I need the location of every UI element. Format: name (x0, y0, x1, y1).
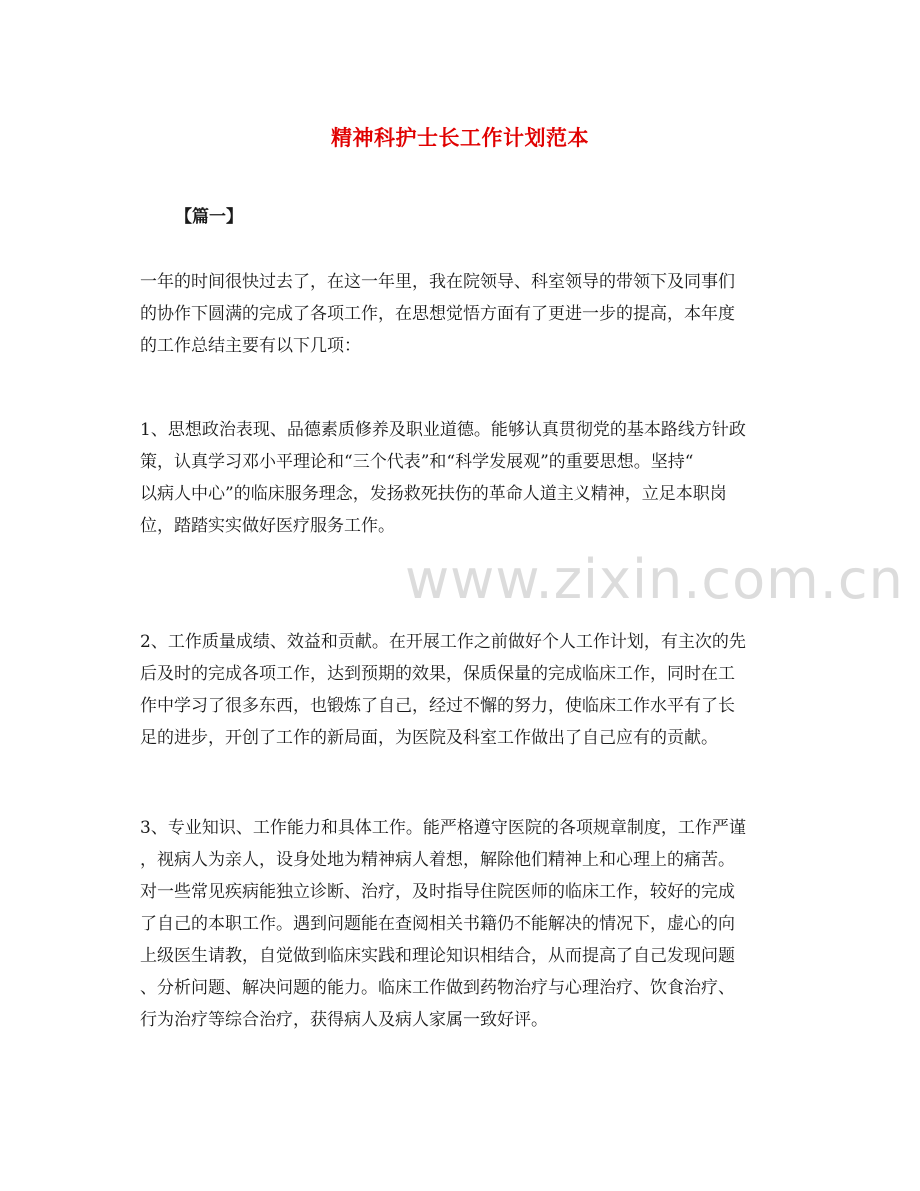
document-title: 精神科护士长工作计划范本 (331, 125, 589, 150)
paragraph-line: 以病人中心”的临床服务理念，发扬救死扶伤的革命人道主义精神，立足本职岗 (140, 484, 727, 504)
paragraph-line: 3、专业知识、工作能力和具体工作。能严格遵守医院的各项规章制度，工作严谨 (140, 818, 746, 838)
paragraph-line: 一年的时间很快过去了，在这一年里，我在院领导、科室领导的带领下及同事们 (140, 272, 735, 292)
paragraph-line: 策，认真学习邓小平理论和“三个代表”和“科学发展观”的重要思想。坚持“ (140, 452, 694, 472)
section-label: 【篇一】 (175, 207, 243, 227)
paragraph-item-2 (140, 626, 780, 754)
paragraph-line: 作中学习了很多东西，也锻炼了自己，经过不懈的努力，使临床工作水平有了长 (140, 696, 735, 716)
paragraph-line: 后及时的完成各项工作，达到预期的效果，保质保量的完成临床工作，同时在工 (140, 664, 735, 684)
paragraph-line: 2、工作质量成绩、效益和贡献。在开展工作之前做好个人工作计划，有主次的先 (140, 632, 746, 652)
paragraph-line: 行为治疗等综合治疗，获得病人及病人家属一致好评。 (140, 1010, 548, 1030)
paragraph-line: 对一些常见疾病能独立诊断、治疗，及时指导住院医师的临床工作，较好的完成 (140, 882, 735, 902)
paragraph-line: 1、思想政治表现、品德素质修养及职业道德。能够认真贯彻党的基本路线方针政 (140, 420, 746, 440)
paragraph-line: 上级医生请教，自觉做到临床实践和理论知识相结合，从而提高了自己发现问题 (140, 946, 735, 966)
paragraph-intro (140, 266, 780, 362)
paragraph-item-1 (140, 414, 780, 542)
paragraph-line: 的工作总结主要有以下几项： (140, 336, 361, 356)
paragraph-line: 位，踏踏实实做好医疗服务工作。 (140, 516, 395, 536)
watermark: www.zixin.com.cn (405, 548, 904, 611)
paragraph-line: 了自己的本职工作。遇到问题能在查阅相关书籍仍不能解决的情况下，虚心的向 (140, 914, 735, 934)
paragraph-line: 足的进步，开创了工作的新局面，为医院及科室工作做出了自己应有的贡献。 (140, 728, 718, 748)
paragraph-line: 的协作下圆满的完成了各项工作，在思想觉悟方面有了更进一步的提高，本年度 (140, 304, 735, 324)
paragraph-line: 、分析问题、解决问题的能力。临床工作做到药物治疗与心理治疗、饮食治疗、 (140, 978, 735, 998)
paragraph-item-3 (140, 812, 780, 1036)
paragraph-line: ，视病人为亲人，设身处地为精神病人着想，解除他们精神上和心理上的痛苦。 (140, 850, 735, 870)
